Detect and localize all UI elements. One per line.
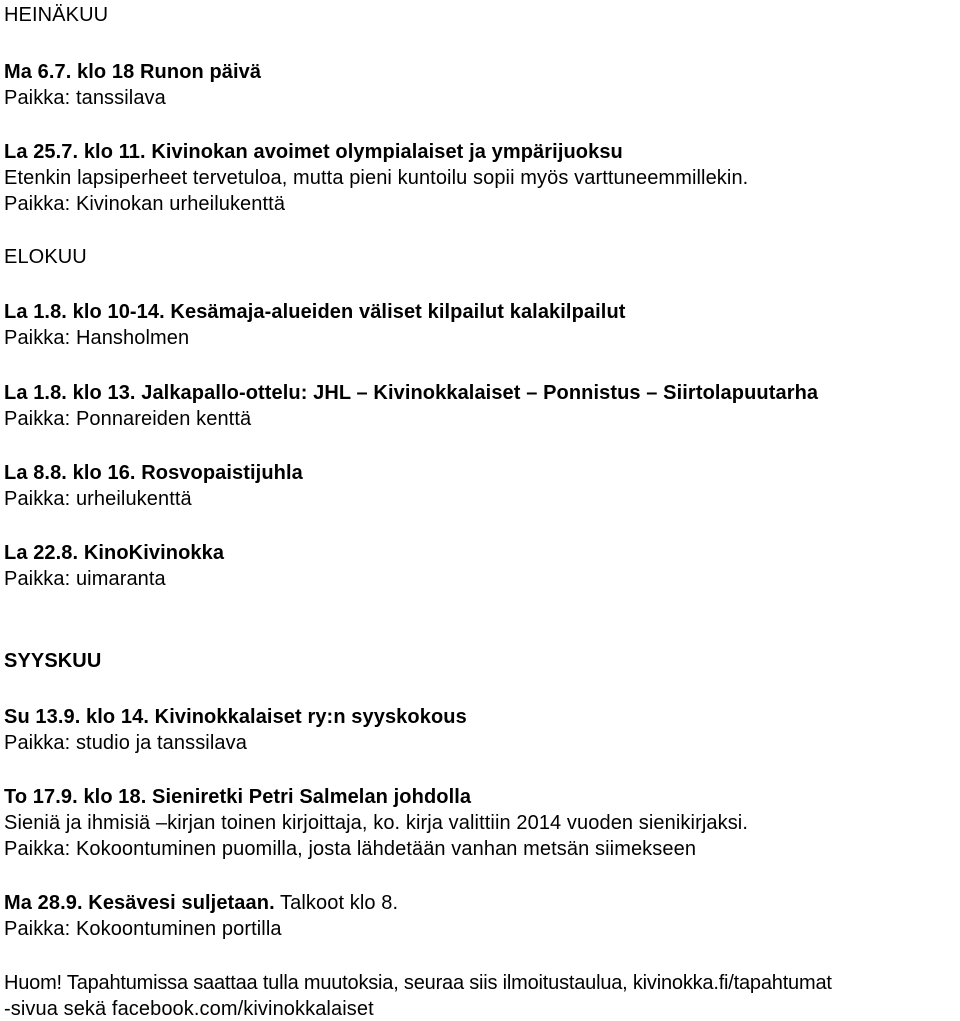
event-place-sieniretki: Paikka: Kokoontuminen puomilla, josta lähdetään vanhan metsän siimekseen xyxy=(4,838,697,860)
event-description-sieniretki: Sieniä ja ihmisiä –kirjan toinen kirjoittaja, ko. kirja valittiin 2014 vuoden sienikirjaksi. xyxy=(4,812,748,834)
event-title-kinokivinokka: La 22.8. KinoKivinokka xyxy=(4,542,225,564)
event-place-rosvopaisti: Paikka: urheilukenttä xyxy=(4,488,192,510)
event-description-olympialaiset: Etenkin lapsiperheet tervetuloa, mutta pieni kuntoilu sopii myös varttuneemmillekin. xyxy=(4,167,749,189)
section-heading-elokuu: ELOKUU xyxy=(4,246,87,268)
event-place-jalkapallo: Paikka: Ponnareiden kenttä xyxy=(4,408,252,430)
event-title-rosvopaisti: La 8.8. klo 16. Rosvopaistijuhla xyxy=(4,462,303,484)
event-place-olympialaiset: Paikka: Kivinokan urheilukenttä xyxy=(4,193,286,215)
event-title-kesavesi-bold: Ma 28.9. Kesävesi suljetaan. xyxy=(4,892,275,914)
event-title-runon-paiva: Ma 6.7. klo 18 Runon päivä xyxy=(4,61,262,83)
event-title-kesavesi-rest: Talkoot klo 8. xyxy=(274,892,399,914)
section-heading-syyskuu: SYYSKUU xyxy=(4,650,102,672)
event-title-syyskokous: Su 13.9. klo 14. Kivinokkalaiset ry:n syyskokous xyxy=(4,706,467,728)
event-title-jalkapallo: La 1.8. klo 13. Jalkapallo-ottelu: JHL – Kivinokkalaiset – Ponnistus – Siirtolapuutarha xyxy=(4,382,819,404)
event-place-kesavesi: Paikka: Kokoontuminen portilla xyxy=(4,918,282,940)
event-title-kalakilpailut: La 1.8. klo 10-14. Kesämaja-alueiden väliset kilpailut kalakilpailut xyxy=(4,301,626,323)
notice-line-1: Huom! Tapahtumissa saattaa tulla muutoksia, seuraa siis ilmoitustaulua, kivinokka.fi/tapahtumat xyxy=(4,972,832,994)
event-title-sieniretki: To 17.9. klo 18. Sieniretki Petri Salmelan johdolla xyxy=(4,786,472,808)
event-place-syyskokous: Paikka: studio ja tanssilava xyxy=(4,732,247,754)
event-title-kesavesi xyxy=(4,891,398,915)
event-place-kinokivinokka: Paikka: uimaranta xyxy=(4,568,166,590)
event-title-olympialaiset: La 25.7. klo 11. Kivinokan avoimet olympialaiset ja ympärijuoksu xyxy=(4,141,623,163)
notice-line-2: -sivua sekä facebook.com/kivinokkalaiset xyxy=(4,998,374,1020)
event-place-runon-paiva: Paikka: tanssilava xyxy=(4,87,166,109)
event-place-kalakilpailut: Paikka: Hansholmen xyxy=(4,327,190,349)
section-heading-heinakuu: HEINÄKUU xyxy=(4,4,109,26)
